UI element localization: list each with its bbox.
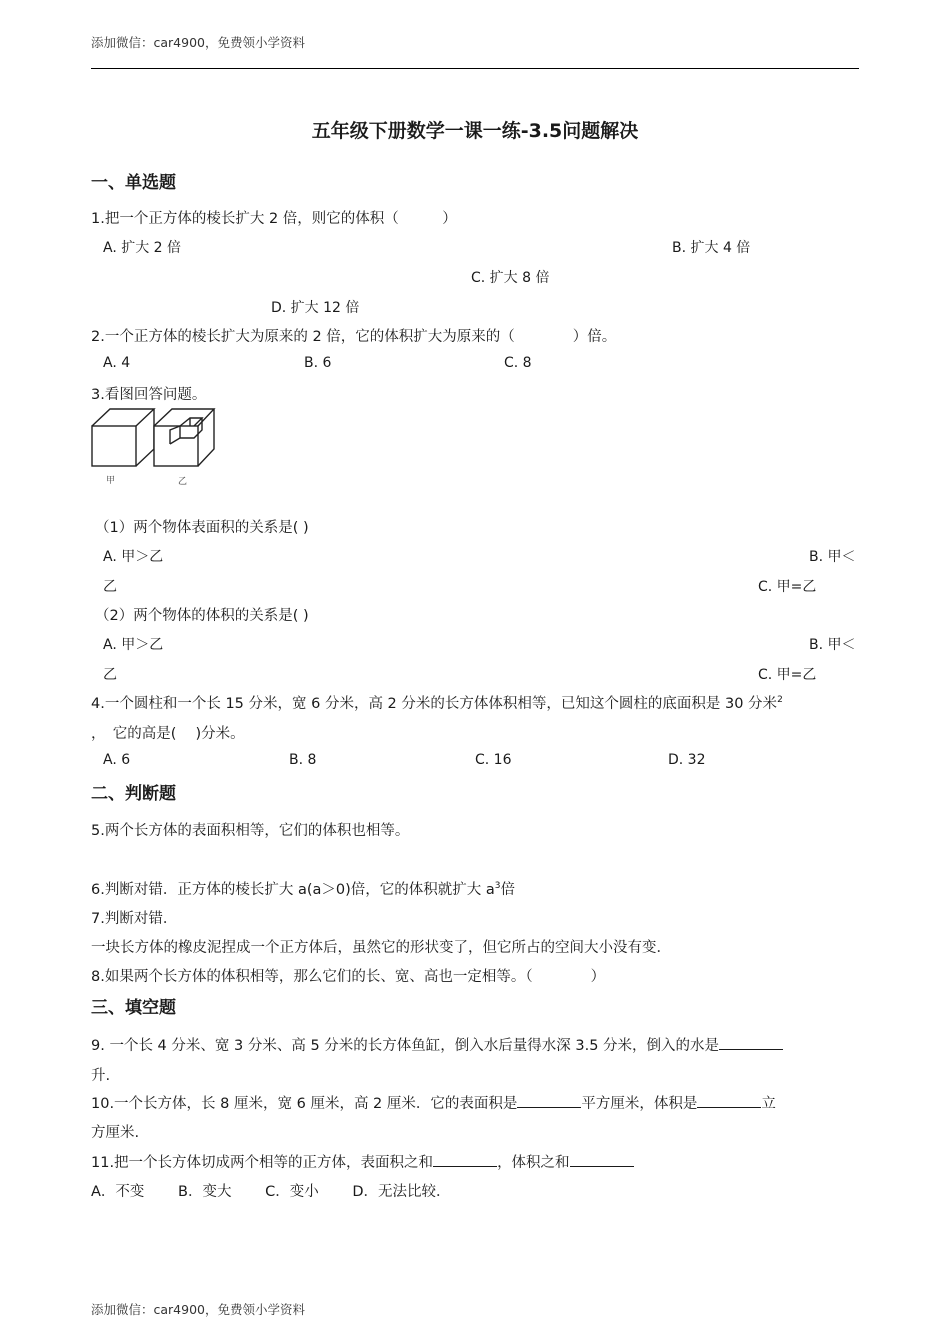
question-4-sup: 2 — [777, 695, 783, 706]
page-title: 五年级下册数学一课一练-3.5问题解决 — [311, 120, 639, 142]
q1-option-c[interactable]: C. 扩大 8 倍 — [471, 270, 550, 286]
fig-label-yi: 乙 — [178, 477, 188, 487]
cube-yi-shape — [154, 409, 214, 466]
question-11-text-a: 11.把一个长方体切成两个相等的正方体，表面积之和 — [91, 1155, 434, 1171]
question-4-text: 4.一个圆柱和一个长 15 分米，宽 6 分米，高 2 分米的长方体体积相等，已知这个圆柱的底面积是 30 分米 — [91, 696, 778, 712]
q9-blank[interactable] — [719, 1035, 783, 1050]
cube-figure — [90, 406, 220, 488]
q11-blank-1[interactable] — [433, 1152, 497, 1167]
question-6-sup: 3 — [494, 881, 501, 892]
question-6-tail: 倍 — [500, 882, 515, 898]
q4-option-c[interactable]: C. 16 — [475, 752, 512, 768]
q3-2-option-b[interactable]: B. 甲＜ — [809, 637, 856, 653]
question-10 — [91, 1092, 776, 1113]
cube-jia-shape — [92, 409, 154, 466]
question-9 — [91, 1034, 783, 1055]
question-3-sub-1: （1）两个物体表面积的关系是( ) — [95, 520, 309, 536]
q3-2-option-b-wrap[interactable]: 乙 — [103, 667, 117, 683]
q1-option-b[interactable]: B. 扩大 4 倍 — [672, 240, 751, 256]
q3-1-option-a[interactable]: A. 甲＞乙 — [103, 549, 164, 565]
question-5: 5.两个长方体的表面积相等，它们的体积也相等。 — [91, 823, 410, 839]
section-heading-true-false: 二、判断题 — [91, 784, 176, 804]
question-1: 1.把一个正方体的棱长扩大 2 倍，则它的体积（ ） — [91, 211, 457, 227]
question-3: 3.看图回答问题。 — [91, 387, 207, 403]
question-7-line-2: 一块长方体的橡皮泥捏成一个正方体后，虽然它的形状变了，但它所占的空间大小没有变． — [91, 940, 671, 956]
q3-2-option-a[interactable]: A. 甲＞乙 — [103, 637, 164, 653]
question-8: 8.如果两个长方体的体积相等，那么它们的长、宽、高也一定相等。（ ） — [91, 969, 606, 985]
q10-blank-1[interactable] — [517, 1093, 581, 1108]
question-10-text-a: 10.一个长方体，长 8 厘米，宽 6 厘米，高 2 厘米．它的表面积是 — [91, 1096, 518, 1112]
q10-blank-2[interactable] — [697, 1093, 761, 1108]
page-header: 添加微信：car4900，免费领小学资料 — [91, 35, 305, 50]
question-3-sub-2: （2）两个物体的体积的关系是( ) — [95, 608, 309, 624]
question-2: 2.一个正方体的棱长扩大为原来的 2 倍，它的体积扩大为原来的（ ）倍。 — [91, 329, 617, 345]
question-9-text: 9. 一个长 4 分米、宽 3 分米、高 5 分米的长方体鱼缸，倒入水后量得水深 3.5 分米，倒入的水是 — [91, 1038, 720, 1054]
question-10-text-c: 立 — [761, 1096, 776, 1112]
question-6-text: 6.判断对错．正方体的棱长扩大 a(a＞0)倍，它的体积就扩大 a — [91, 882, 495, 898]
section-heading-fill-blank: 三、填空题 — [91, 998, 176, 1018]
q1-option-d[interactable]: D. 扩大 12 倍 — [271, 300, 360, 316]
q4-option-b[interactable]: B. 8 — [289, 752, 317, 768]
question-7: 7.判断对错． — [91, 911, 178, 927]
q3-1-option-b[interactable]: B. 甲＜ — [809, 549, 856, 565]
q4-option-d[interactable]: D. 32 — [668, 752, 706, 768]
question-9-line-2: 升. — [91, 1068, 111, 1084]
question-11 — [91, 1151, 634, 1172]
question-10-line-2: 方厘米. — [91, 1125, 140, 1141]
question-10-text-b: 平方厘米，体积是 — [581, 1096, 698, 1112]
page-footer: 添加微信：car4900，免费领小学资料 — [91, 1302, 305, 1317]
header-rule — [91, 68, 859, 69]
q3-1-option-b-wrap[interactable]: 乙 — [103, 579, 117, 595]
question-4 — [91, 692, 783, 713]
question-11-options: A．不变 B．变大 C．变小 D．无法比较． — [91, 1184, 451, 1200]
question-4-line-2: ， 它的高是( )分米。 — [91, 726, 245, 742]
q3-1-option-c[interactable]: C. 甲=乙 — [758, 579, 817, 595]
q2-option-b[interactable]: B. 6 — [304, 355, 332, 371]
section-heading-single-choice: 一、单选题 — [91, 173, 176, 193]
q1-option-a[interactable]: A. 扩大 2 倍 — [103, 240, 182, 256]
q11-blank-2[interactable] — [570, 1152, 634, 1167]
question-6 — [91, 878, 515, 899]
fig-label-jia: 甲 — [106, 476, 116, 486]
q3-2-option-c[interactable]: C. 甲=乙 — [758, 667, 817, 683]
q2-option-c[interactable]: C. 8 — [504, 355, 532, 371]
q4-option-a[interactable]: A. 6 — [103, 752, 131, 768]
question-11-text-b: ，体积之和 — [497, 1155, 570, 1171]
q2-option-a[interactable]: A. 4 — [103, 355, 131, 371]
